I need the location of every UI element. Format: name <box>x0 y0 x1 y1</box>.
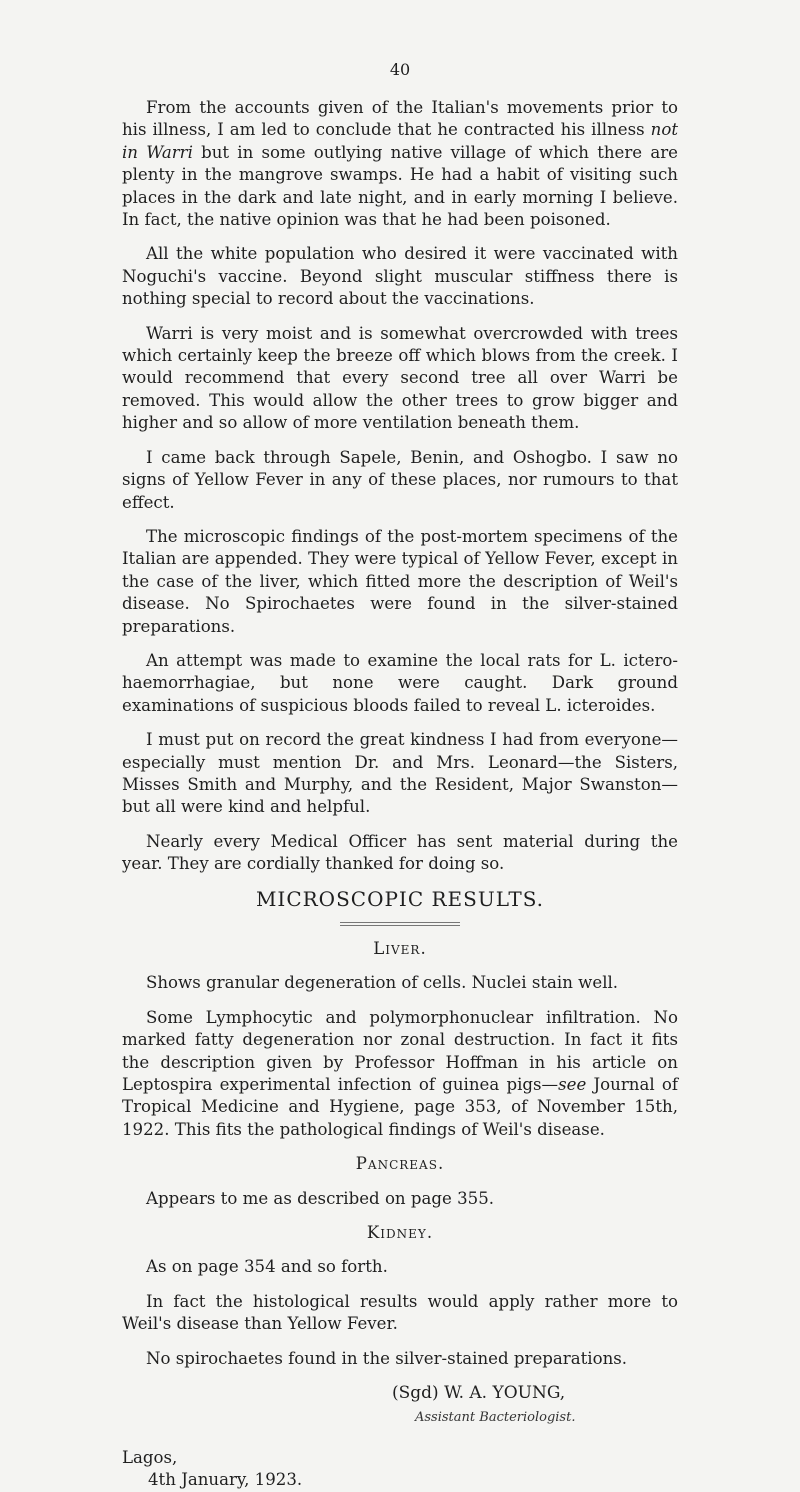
subheading-kidney: Kidney. <box>366 1223 434 1243</box>
paragraph <box>122 1007 678 1141</box>
emphasis: see <box>558 1075 587 1095</box>
paragraph: Appears to me as described on page 355. <box>146 1188 495 1208</box>
subheading-liver: Liver. <box>373 939 427 958</box>
paragraph: The microscopic findings of the post-mortem specimens of the Italian are appended. They were typical of Yellow Fever, except in the case of the liver, which fitted more the description of Weil's disease. No Spirochaetes were found in the silver-stained preparations. <box>122 526 678 636</box>
paragraph <box>122 97 678 231</box>
section-heading: MICROSCOPIC RESULTS. <box>255 886 545 911</box>
text-run: Journal of Tropical Medicine and Hygiene, page 353, of November 15th, 1922. This fits the pathological findings of Weil's disease. <box>122 1075 678 1139</box>
date: 4th January, 1923. <box>148 1470 303 1490</box>
paragraph: No spirochaetes found in the silver-stained preparations. <box>146 1348 628 1368</box>
double-rule-divider <box>340 922 460 926</box>
paragraph: I came back through Sapele, Benin, and Oshogbo. I saw no signs of Yellow Fever in any of these places, nor rumours to that effect. <box>122 447 678 512</box>
paragraph: All the white population who desired it were vaccinated with Noguchi's vaccine. Beyond slight muscular stiffness there is nothing special to record about the vaccinations. <box>122 244 678 309</box>
subheading-pancreas: Pancreas. <box>355 1154 445 1174</box>
paragraph: Shows granular degeneration of cells. Nuclei stain well. <box>146 973 619 993</box>
place: Lagos, <box>122 1447 178 1467</box>
signatory-title: Assistant Bacteriologist. <box>415 1409 576 1425</box>
emphasis: not in Warri <box>122 120 678 162</box>
paragraph: An attempt was made to examine the local rats for L. ictero-haemorrhagiae, but none were caught. Dark ground examinations of suspicious bloods failed to reveal L. icteroides. <box>122 650 678 715</box>
paragraph: Warri is very moist and is somewhat overcrowded with trees which certainly keep the breeze off which blows from the creek. I would recommend that every second tree all over Warri be removed. This would allow the other trees to grow bigger and higher and so allow of more ventilation beneath them. <box>122 323 678 433</box>
signature-block <box>122 1382 678 1492</box>
body-text <box>122 97 678 1492</box>
paragraph: In fact the histological results would apply rather more to Weil's disease than Yellow Fever. <box>122 1291 678 1334</box>
paragraph: Nearly every Medical Officer has sent material during the year. They are cordially thanked for doing so. <box>122 831 678 874</box>
text-run: Some Lymphocytic and polymorphonuclear infiltration. No marked fatty degeneration nor zonal destruction. In fact it fits the description given by Professor Hoffman in his article on Leptospira experimental infection of guinea pigs— <box>122 1007 678 1095</box>
paragraph: I must put on record the great kindness I had from everyone—especially must mention Dr. and Mrs. Leonard—the Sisters, Misses Smith and Murphy, and the Resident, Major Swanston—but all were kind and helpful. <box>122 730 678 817</box>
signatory-name: (Sgd) W. A. YOUNG, <box>392 1383 566 1404</box>
text-run: From the accounts given of the Italian's movements prior to his illness, I am led to conclude that he contracted his illness <box>122 98 678 140</box>
page-number: 40 <box>389 60 411 79</box>
text-run: but in some outlying native village of which there are plenty in the mangrove swamps. He had a habit of visiting such places in the dark and late night, and in early morning I believe. In fact, the native opinion was that he had been poisoned. <box>122 142 678 230</box>
paragraph: As on page 354 and so forth. <box>146 1257 388 1277</box>
